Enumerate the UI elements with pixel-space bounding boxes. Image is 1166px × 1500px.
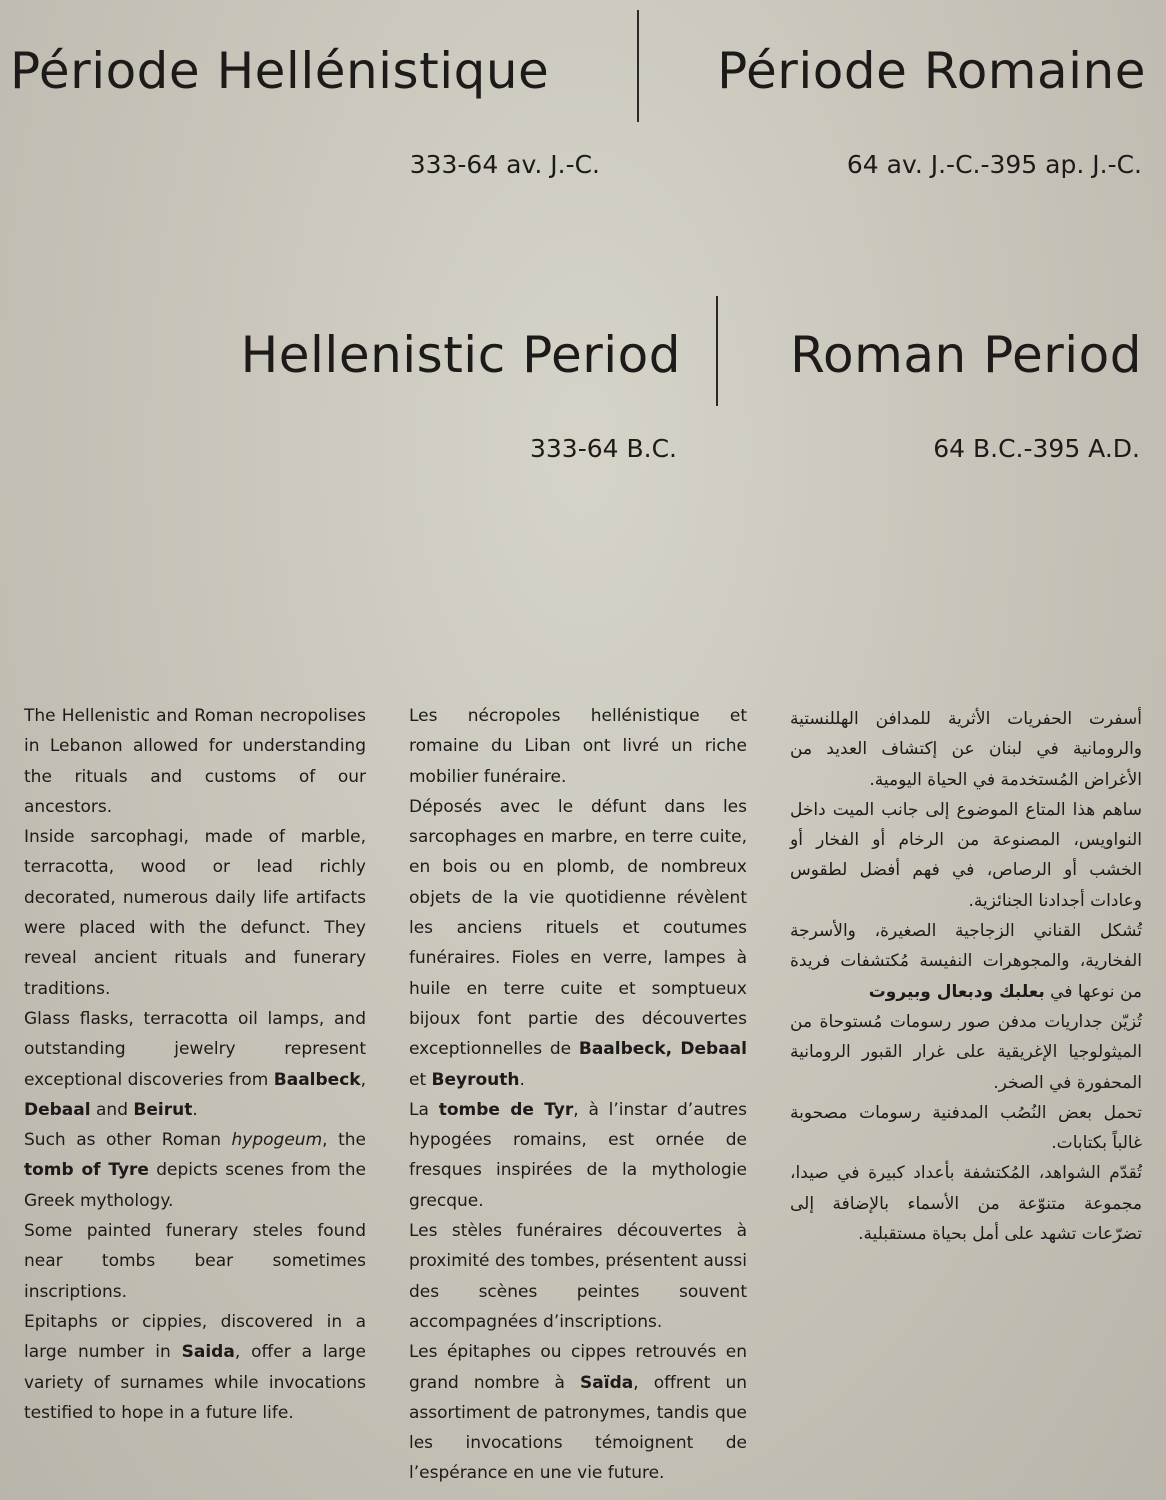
fr-paragraph: La tombe de Tyr, à l’instar d’autres hypogées romains, est ornée de fresques inspirées de la mythologie grecque. xyxy=(409,1099,747,1211)
ar-paragraph: ساهم هذا المتاع الموضوع إلى جانب الميت داخل النواويس، المصنوعة من الرخام أو الفخار أو الخشب أو الرصاص، في فهم أفضل لطقوس وعادات أجدادنا الجنائزية. xyxy=(790,799,1142,911)
en-hellenistic-dates: 333-64 B.C. xyxy=(530,434,677,463)
fr-paragraph: Déposés avec le défunt dans les sarcophages en marbre, en terre cuite, en bois ou en plomb, de nombreux objets de la vie quotidienne révèlent les anciens rituels et coutumes funéraires. Fioles en verre, lampes à huile en terre cuite et somptueux bijoux font partie des découvertes exceptionnelles de Baalbeck, Debaal et Beyrouth. xyxy=(409,796,747,1090)
fr-paragraph: Les stèles funéraires découvertes à proximité des tombes, présentent aussi des scènes peintes souvent accompagnées d’inscriptions. xyxy=(409,1221,747,1332)
en-paragraph: Inside sarcophagi, made of marble, terracotta, wood or lead richly decorated, numerous daily life artifacts were placed with the defunct. They reveal ancient rituals and funerary traditions. xyxy=(24,827,366,999)
ar-paragraph: تحمل بعض النُصُب المدفنية رسومات مصحوبة غالباً بكتابات. xyxy=(790,1102,1142,1154)
english-text-column xyxy=(24,701,366,1428)
en-paragraph: Such as other Roman hypogeum, the tomb of Tyre depicts scenes from the Greek mythology. xyxy=(24,1130,366,1211)
ar-paragraph: تُقدّم الشواهد، المُكتشفة بأعداد كبيرة في صيدا، مجموعة متنوّعة من الأسماء بالإضافة إلى تضرّعات تشهد على أمل بحياة مستقبلية. xyxy=(790,1163,1142,1245)
fr-paragraph: Les épitaphes ou cippes retrouvés en grand nombre à Saïda, offrent un assortiment de patronymes, tandis que les invocations témoignent de l’espérance en une vie future. xyxy=(409,1342,747,1484)
ar-paragraph: تُزيّن جداريات مدفن صور رسومات مُستوحاة من الميثولوجيا الإغريقية على غرار القبور الرومانية المحفورة في الصخر. xyxy=(790,1011,1142,1093)
french-text-column xyxy=(409,701,747,1489)
ar-paragraph: تُشكل القناني الزجاجية الصغيرة، والأسرجة الفخارية، والمجوهرات النفيسة مُكتشفات فريدة من نوعها في بعلبك ودبعال وبيروت xyxy=(790,921,1142,1002)
fr-hellenistic-dates: 333-64 av. J.-C. xyxy=(409,150,600,179)
fr-paragraph: Les nécropoles hellénistique et romaine du Liban ont livré un riche mobilier funéraire. xyxy=(409,706,747,787)
en-hellenistic-title: Hellenistic Period xyxy=(240,326,681,384)
fr-hellenistic-title: Période Hellénistique xyxy=(10,42,550,100)
en-paragraph: The Hellenistic and Roman necropolises in Lebanon allowed for understanding the rituals and customs of our ancestors. xyxy=(24,706,366,817)
ar-paragraph: أسفرت الحفريات الأثرية للمدافن الهللنستية والرومانية في لبنان عن إكتشاف العديد من الأغراض المُستخدمة في الحياة اليومية. xyxy=(790,709,1142,790)
fr-roman-title: Période Romaine xyxy=(717,42,1146,100)
fr-title-divider xyxy=(637,10,639,122)
en-paragraph: Epitaphs or cippies, discovered in a large number in Saida, offer a large variety of surnames while invocations testified to hope in a future life. xyxy=(24,1311,366,1423)
en-roman-dates: 64 B.C.-395 A.D. xyxy=(933,434,1140,463)
en-paragraph: Glass flasks, terracotta oil lamps, and outstanding jewelry represent exceptional discoveries from Baalbeck, Debaal and Beirut. xyxy=(24,1008,366,1120)
en-roman-title: Roman Period xyxy=(790,326,1142,384)
fr-roman-dates: 64 av. J.-C.-395 ap. J.-C. xyxy=(846,150,1142,179)
en-paragraph: Some painted funerary steles found near tombs bear sometimes inscriptions. xyxy=(24,1221,366,1302)
arabic-text-column xyxy=(790,704,1142,1249)
en-title-divider xyxy=(716,296,718,406)
